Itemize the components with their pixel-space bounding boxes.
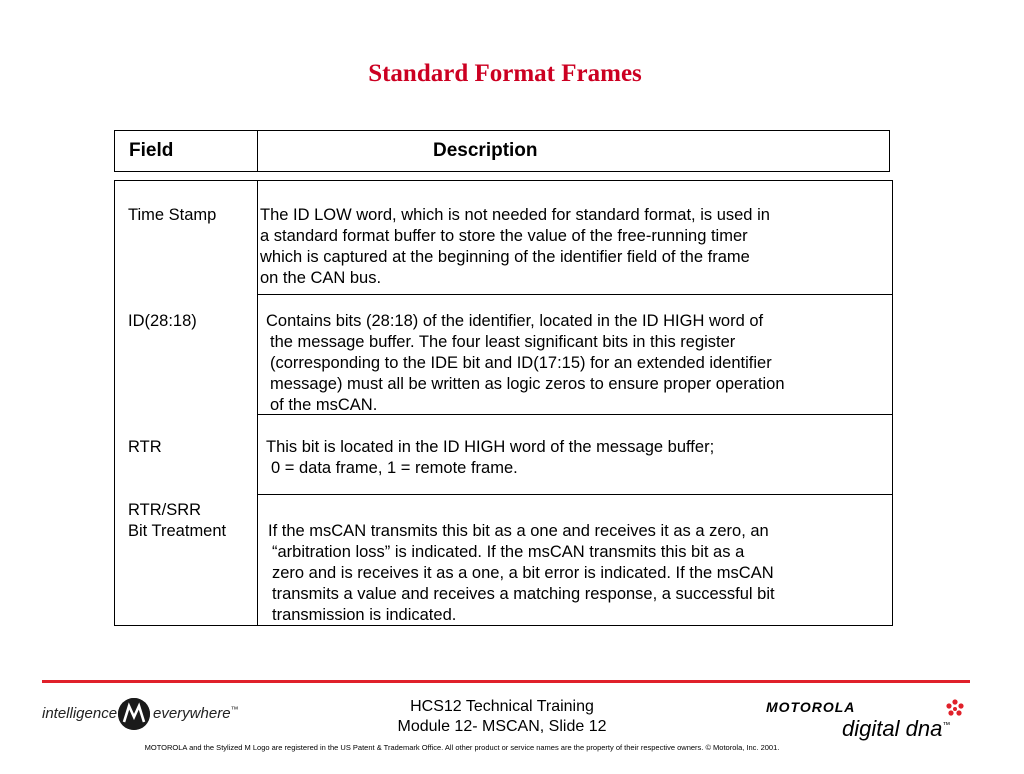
field-table xyxy=(114,180,893,626)
desc-rtr-srr: If the msCAN transmits this bit as a one and receives it as a zero, an “arbitration loss” is indicated. If the msCAN transmits this bit as a zero and is receives it as a one, a bit error is indicated. If the msCAN transmits a value and receives a matching response, a successful bit transmission is indicated. xyxy=(268,522,775,624)
field-rtr: RTR xyxy=(128,438,162,456)
field-time-stamp: Time Stamp xyxy=(128,206,217,224)
header-divider xyxy=(257,131,258,171)
desc-time-stamp: The ID LOW word, which is not needed for standard format, is used in a standard format buffer to store the value of the free-running timer which is captured at the beginning of the identifier field of the frame on the CAN bus. xyxy=(260,206,770,287)
header-field-label: Field xyxy=(129,140,174,161)
row-divider xyxy=(257,494,893,495)
motorola-wordmark: MOTOROLA xyxy=(766,699,856,715)
header-description-label: Description xyxy=(433,140,538,161)
desc-id-28-18: Contains bits (28:18) of the identifier, located in the ID HIGH word of the message buffer. The four least significant bits in this register (corresponding to the IDE bit and ID(17:15) for an extended identifier message) must all be written as logic zeros to ensure proper operation of the msCAN. xyxy=(266,312,785,414)
field-rtr-srr: RTR/SRR Bit Treatment xyxy=(128,501,227,540)
table-header xyxy=(114,130,890,172)
slide-title: Standard Format Frames xyxy=(368,60,642,87)
row-divider xyxy=(257,294,893,295)
tagline-intelligence: intelligence xyxy=(42,705,118,722)
desc-rtr: This bit is located in the ID HIGH word of the message buffer; 0 = data frame, 1 = remote frame. xyxy=(266,438,715,477)
column-divider xyxy=(257,181,258,625)
tagline-everywhere: everywhere™ xyxy=(153,705,239,722)
slide-reference: Module 12- MSCAN, Slide 12 xyxy=(397,718,607,735)
motorola-m-logo-icon xyxy=(118,698,150,730)
digital-dna-star-icon xyxy=(944,698,966,720)
footer-rule xyxy=(42,680,970,683)
field-id-28-18: ID(28:18) xyxy=(128,312,197,330)
digital-dna-wordmark: digital dna™ xyxy=(842,716,951,741)
legal-notice: MOTOROLA and the Stylized M Logo are registered in the US Patent & Trademark Office. All other product or service names are the property of their respective owners. © Motorola, Inc. 2001. xyxy=(144,743,780,752)
course-title: HCS12 Technical Training xyxy=(410,698,594,715)
course-info xyxy=(380,697,624,737)
